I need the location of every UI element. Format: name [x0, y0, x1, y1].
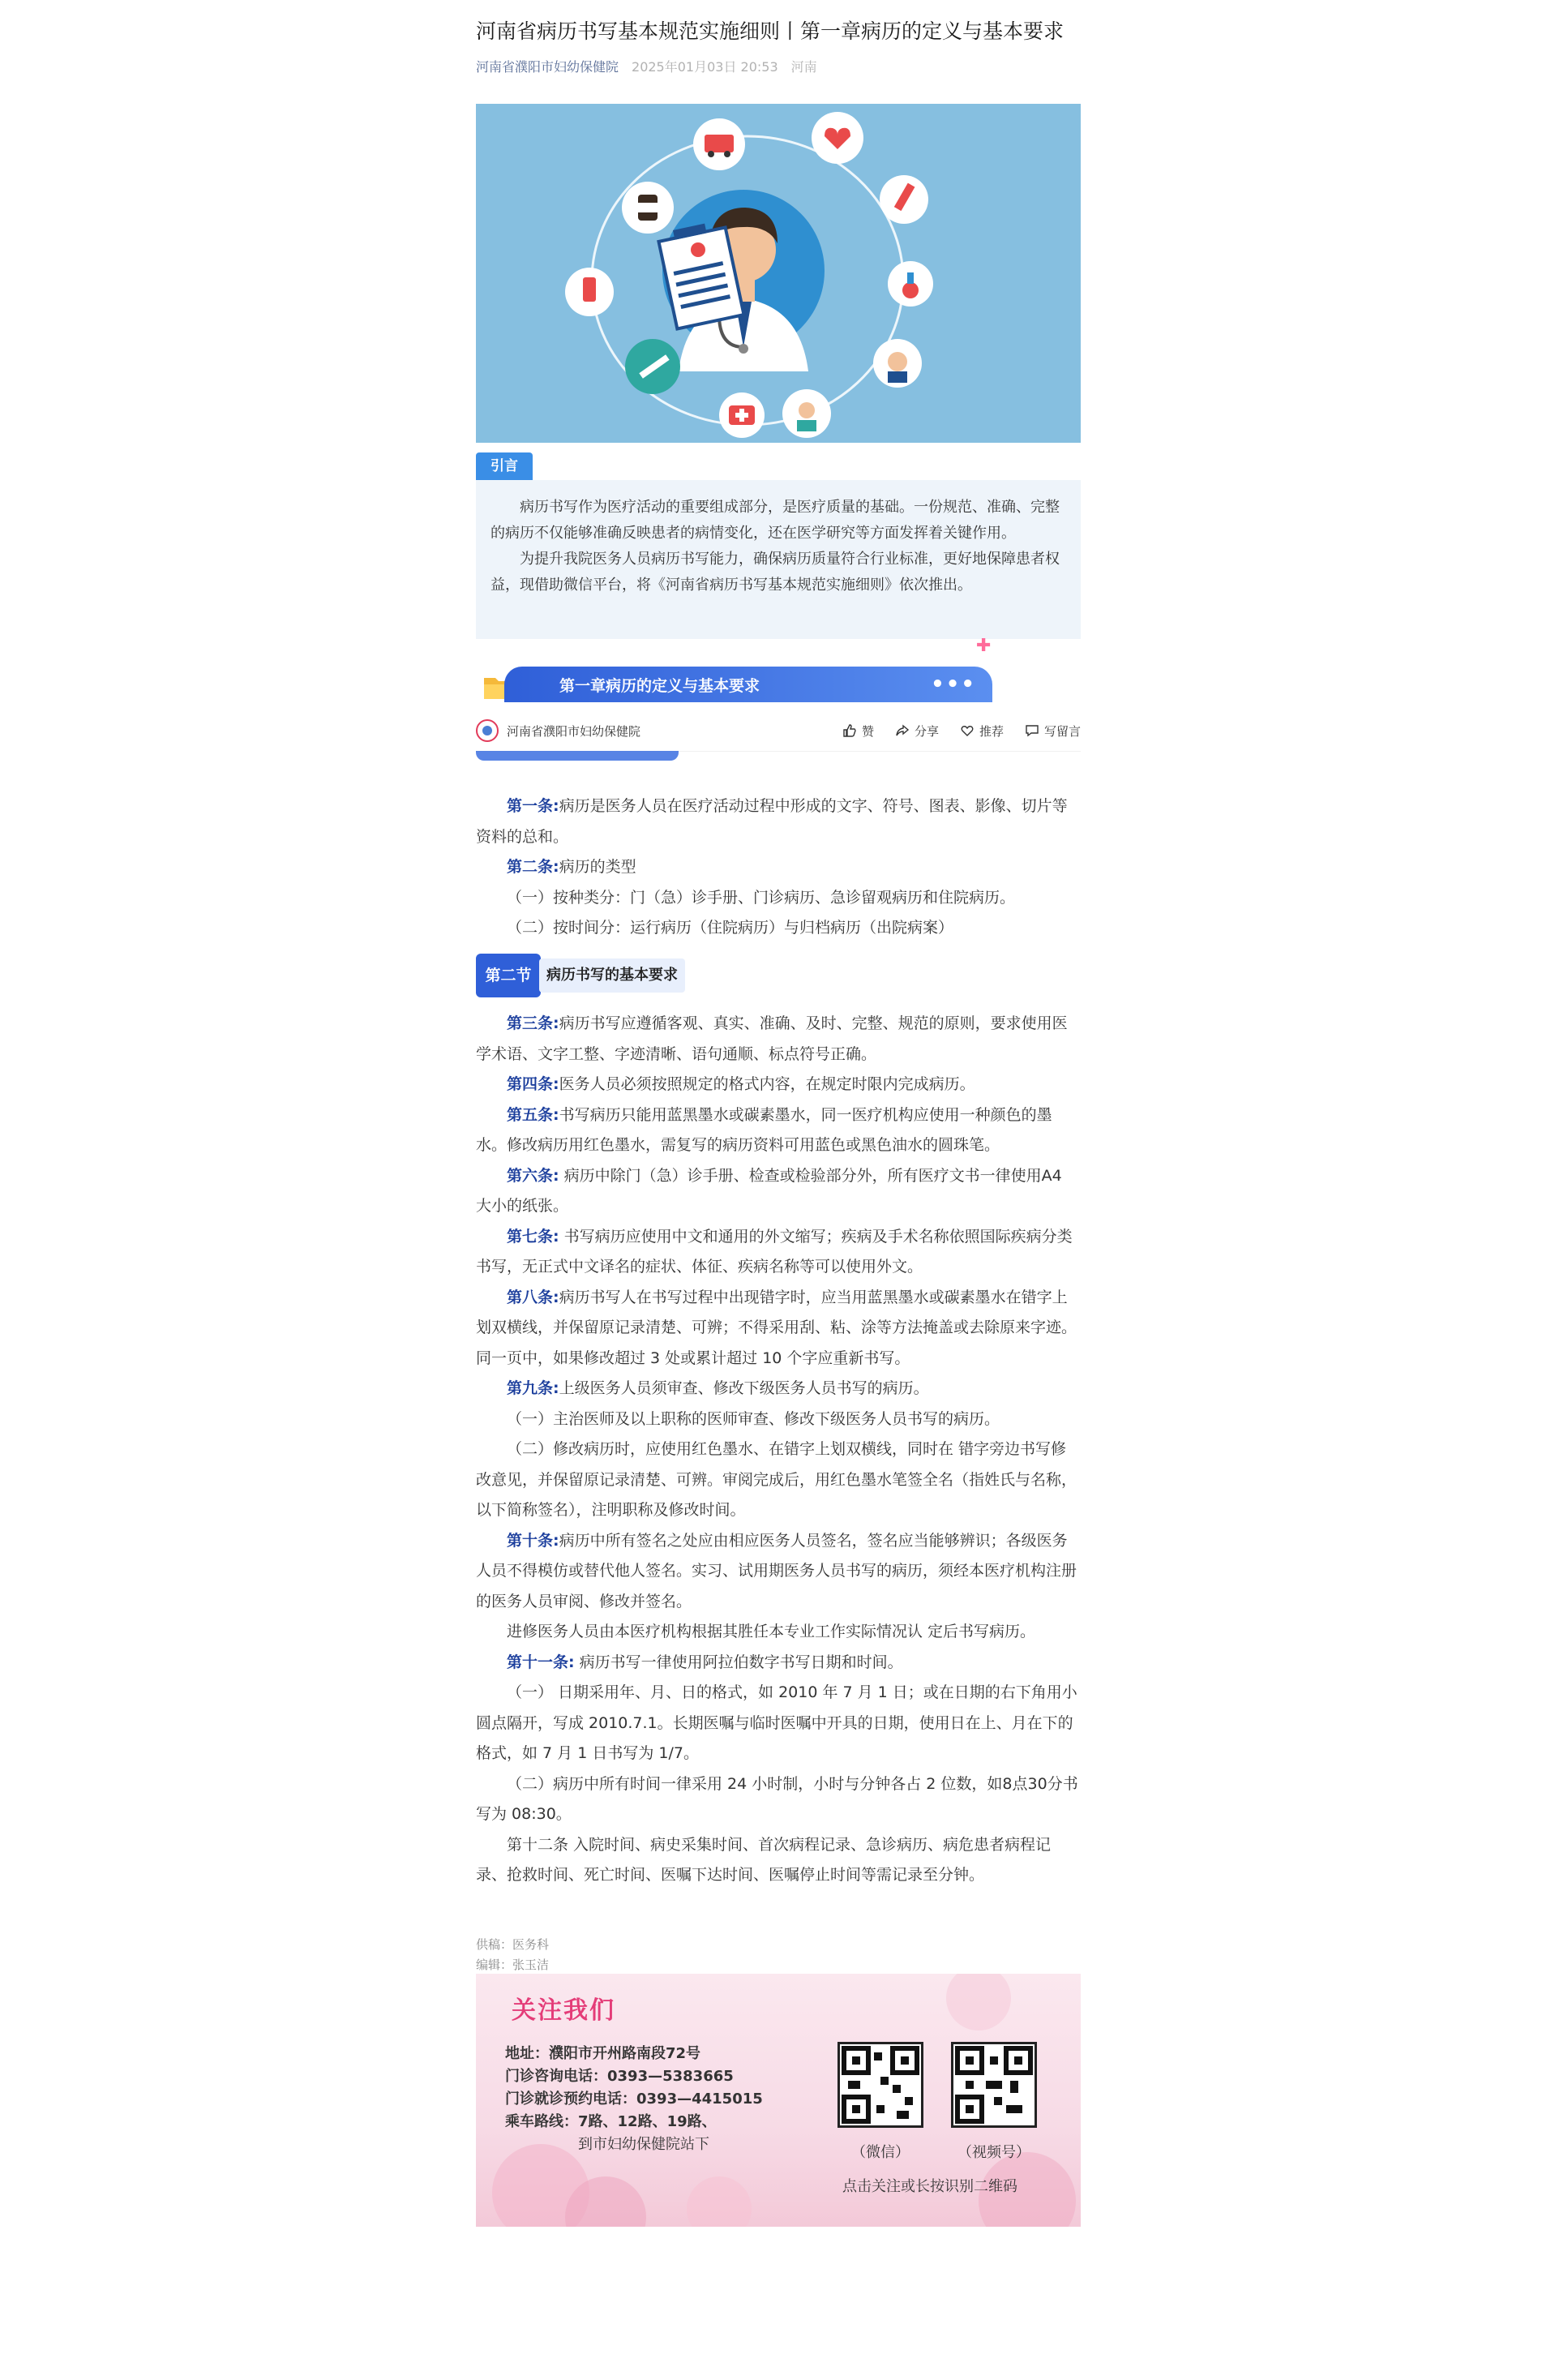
- publish-location: 河南: [790, 59, 817, 75]
- article-meta: [476, 57, 1081, 75]
- article-paragraph: 进修医务人员由本医疗机构根据其胜任本专业工作实际情况认 定后书写病历。: [507, 1623, 1036, 1640]
- article-paragraph: 第七条: 书写病历应使用中文和通用的外文缩写；疾病及手术名称依照国际疾病分类书写，无正式中文译名的症状、体征、疾病名称等可以使用外文。: [476, 1227, 1073, 1276]
- intro-tag: 引言: [476, 452, 533, 480]
- article-paragraph: 第九条:上级医务人员须审查、修改下级医务人员书写的病历。: [507, 1379, 929, 1397]
- article-paragraph: 第十一条: 病历书写一律使用阿拉伯数字书写日期和时间。: [507, 1653, 903, 1671]
- share-button[interactable]: 分享: [895, 723, 939, 740]
- section1-content: [476, 791, 1081, 944]
- intro-paragraph: 为提升我院医务人员病历书写能力，确保病历质量符合行业标准，更好地保障患者权益，现借助微信平台，将《河南省病历书写基本规范实施细则》依次推出。: [490, 551, 1060, 594]
- section-label: 第二节: [476, 954, 541, 997]
- article-paragraph: 第十条:病历中所有签名之处应由相应医务人员签名，签名应当能够辨识；各级医务人员不得模仿或替代他人签名。实习、试用期医务人员书写的病历，须经本医疗机构注册的医务人员审阅、修改并签名。: [476, 1531, 1077, 1610]
- publish-date: 2025年01月03日 20:53: [632, 59, 778, 75]
- doctor-illustration: [476, 104, 1081, 443]
- section-title: 病历书写的基本要求: [539, 958, 685, 993]
- article-paragraph: 第五条:书写病历只能用蓝黑墨水或碳素墨水，同一医疗机构应使用一种颜色的墨水。修改病历用红色墨水，需复写的病历资料可用蓝色或黑色油水的圆珠笔。: [476, 1105, 1052, 1154]
- heart-icon: [960, 723, 975, 738]
- recommend-button[interactable]: 推荐: [960, 723, 1004, 740]
- follow-us-banner: [476, 1974, 1081, 2227]
- article-paragraph: 第三条:病历书写应遵循客观、真实、准确、及时、完整、规范的原则，要求使用医学术语、文字工整、字迹清晰、语句通顺、标点符号正确。: [476, 1014, 1068, 1063]
- article-paragraph: （二）修改病历时，应使用红色墨水、在错字上划双横线，同时在 错字旁边书写修改意见，并保留原记录清楚、可辨。审阅完成后，用红色墨水笔签全名（指姓氏与名称，以下简称签名），注明职称及修改时间。: [476, 1440, 1077, 1519]
- section1-header-stub: [476, 751, 679, 761]
- article-paragraph: 第四条:医务人员必须按照规定的格式内容，在规定时限内完成病历。: [507, 1075, 975, 1093]
- account-avatar[interactable]: [476, 719, 499, 742]
- comment-button[interactable]: 写留言: [1025, 723, 1081, 740]
- qr-code-icon: [840, 2044, 921, 2125]
- intro-box: [476, 480, 1081, 639]
- article-paragraph: 第一条:病历是医务人员在医疗活动过程中形成的文字、符号、图表、影像、切片等资料的总和。: [476, 797, 1068, 846]
- chapter-banner: [504, 667, 992, 702]
- thumbs-up-icon: [842, 723, 857, 738]
- article-title: 河南省病历书写基本规范实施细则丨第一章病历的定义与基本要求: [476, 19, 1065, 43]
- like-button[interactable]: 赞: [842, 723, 874, 740]
- account-link[interactable]: 河南省濮阳市妇幼保健院: [476, 59, 619, 75]
- credit-source: 供稿：医务科: [476, 1937, 550, 1952]
- wechat-qr-label: （微信）: [851, 2144, 910, 2161]
- chapter-title: 第一章病历的定义与基本要求: [559, 677, 760, 695]
- article-paragraph: 第六条: 病历中除门（急）诊手册、检查或检验部分外，所有医疗文书一律使用A4 大小的纸张。: [476, 1166, 1062, 1215]
- article-paragraph: 第八条:病历书写人在书写过程中出现错字时，应当用蓝黑墨水或碳素墨水在错字上划双横线，并保留原记录清楚、可辨；不得采用刮、粘、涂等方法掩盖或去除原来字迹。同一页中，如果修改超过 3 处或累计超过 10 个字应重新书写。: [476, 1288, 1077, 1367]
- plus-decoration: ✚: [976, 636, 992, 656]
- section2-content: [476, 1009, 1081, 1891]
- article-paragraph: （一）按种类分：门（急）诊手册、门诊病历、急诊留观病历和住院病历。: [507, 888, 1016, 907]
- wechat-qr-code[interactable]: [837, 2042, 923, 2128]
- footer-phone2: 门诊就诊预约电话：0393—4415015: [505, 2091, 763, 2108]
- share-icon: [895, 723, 910, 738]
- video-qr-code[interactable]: [951, 2042, 1037, 2128]
- comment-icon: [1025, 723, 1039, 738]
- article-paragraph: 第十二条 入院时间、病史采集时间、首次病程记录、急诊病历、病危患者病程记录、抢救时间、死亡时间、医嘱下达时间、医嘱停止时间等需记录至分钟。: [476, 1835, 1052, 1884]
- article-paragraph: （一） 日期采用年、月、日的格式，如 2010 年 7 月 1 日；或在日期的右下角用小圆点隔开，写成 2010.7.1。长期医嘱与临时医嘱中开具的日期，使用日在上、月在下的格式，如 7 月 1 日书写为 1/7。: [476, 1683, 1077, 1762]
- video-qr-label: （视频号）: [957, 2144, 1030, 2161]
- footer-bus1: 乘车路线：7路、12路、19路、: [505, 2113, 717, 2130]
- article-paragraph: （二）按时间分：运行病历（住院病历）与归档病历（出院病案）: [507, 919, 954, 937]
- intro-paragraph: 病历书写作为医疗活动的重要组成部分，是医疗质量的基础。一份规范、准确、完整的病历不仅能够准确反映患者的病情变化，还在医学研究等方面发挥着关键作用。: [490, 499, 1060, 542]
- footer-phone1: 门诊咨询电话：0393—5383665: [505, 2068, 734, 2085]
- hero-illustration: [476, 104, 1081, 443]
- article-paragraph: （一）主治医师及以上职称的医师审查、修改下级医务人员书写的病历。: [507, 1409, 1000, 1428]
- article-paragraph: 第二条:病历的类型: [507, 858, 636, 876]
- qr-hint: 点击关注或长按识别二维码: [842, 2178, 1017, 2195]
- footer-bus2: 到市妇幼保健院站下: [578, 2136, 709, 2153]
- footer-address: 地址：濮阳市开州路南段72号: [505, 2045, 701, 2062]
- article-toolbar: [476, 710, 1081, 752]
- article-credits: [476, 1935, 549, 1975]
- qr-code-icon: [953, 2044, 1035, 2125]
- article-paragraph: （二）病历中所有时间一律采用 24 小时制，小时与分钟各占 2 位数，如8点30分书写为 08:30。: [476, 1774, 1078, 1823]
- more-icon[interactable]: •••: [931, 672, 976, 697]
- credit-editor: 编辑：张玉洁: [476, 1958, 550, 1972]
- toolbar-account-name[interactable]: 河南省濮阳市妇幼保健院: [507, 723, 641, 739]
- follow-title: 关注我们: [512, 1996, 615, 2025]
